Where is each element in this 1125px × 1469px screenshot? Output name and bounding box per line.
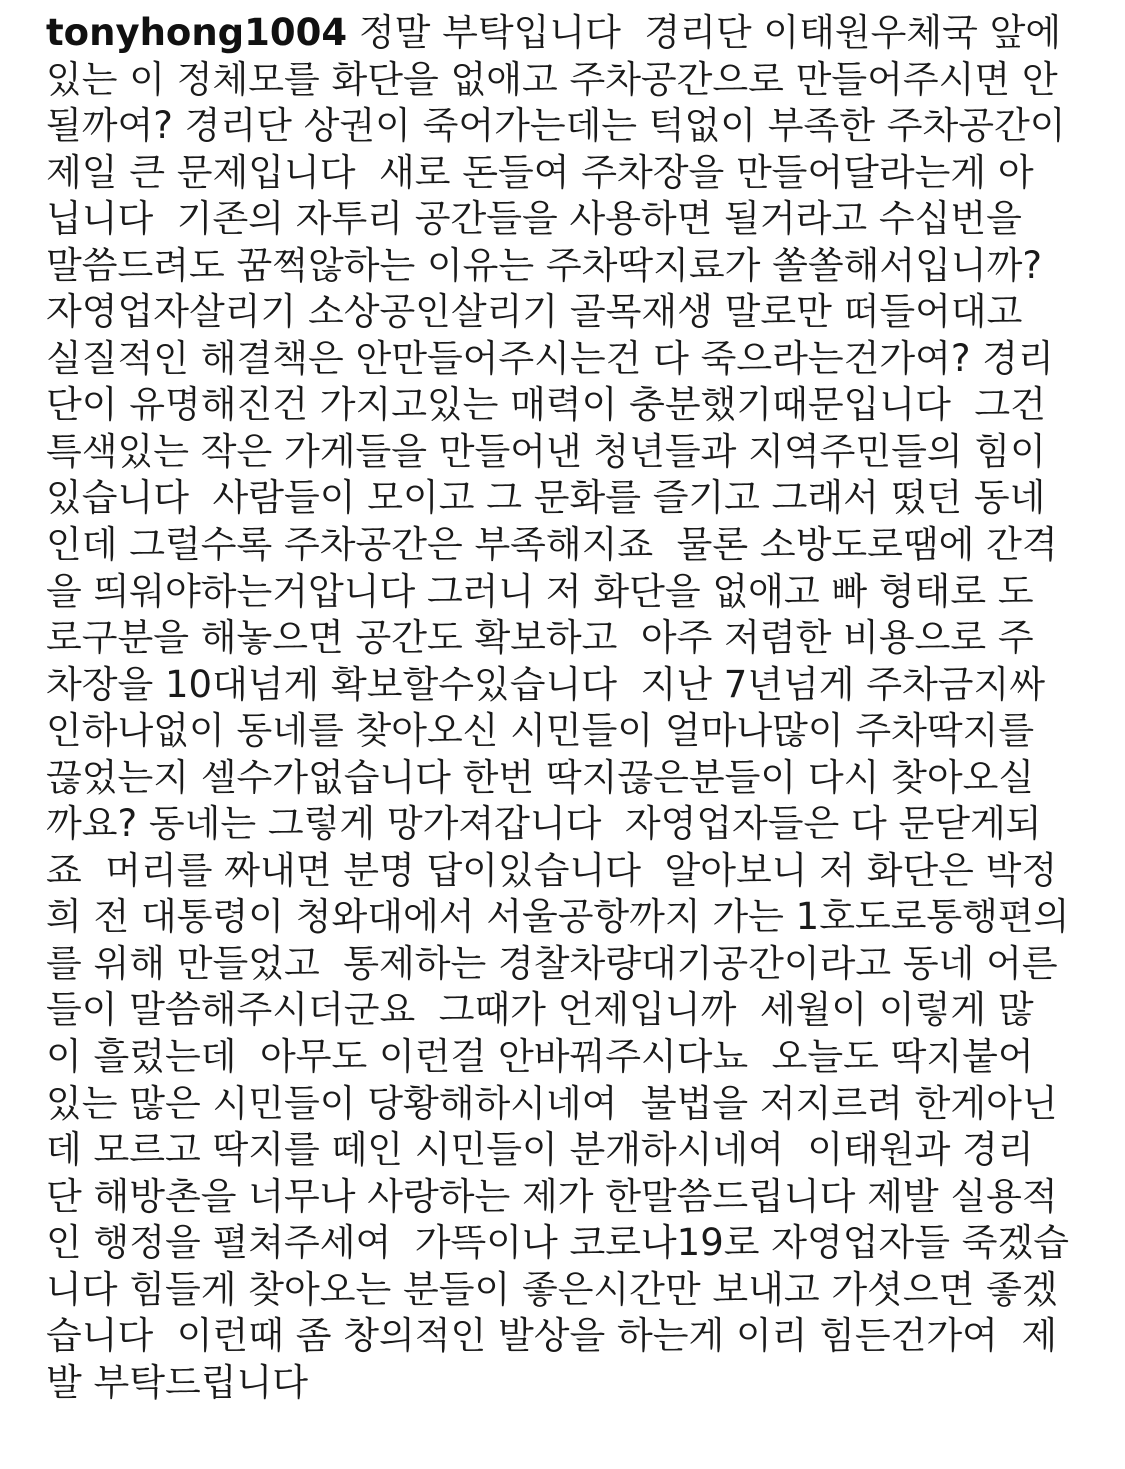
caption-line: 차장을 10대넘게 확보할수있습니다 지난 7년넘게 주차금지싸: [46, 662, 1045, 706]
caption-line: 인하나없이 동네를 찾아오신 시민들이 얼마나많이 주차딱지를: [46, 709, 1035, 753]
caption-line: 를 위해 만들었고 통제하는 경찰차량대기공간이라고 동네 어른: [46, 941, 1058, 985]
caption-line: 될까여? 경리단 상권이 죽어가는데는 턱없이 부족한 주차공간이: [46, 104, 1066, 148]
caption-line: 단 해방촌을 너무나 사랑하는 제가 한말씀드립니다 제발 실용적: [46, 1174, 1058, 1218]
caption-first-line: [46, 10, 1106, 57]
caption-line: 실질적인 해결책은 안만들어주시는건 다 죽으라는건가여? 경리: [46, 336, 1054, 380]
caption-line: 인 행정을 펼쳐주세여 가뜩이나 코로나19로 자영업자들 죽겠습: [46, 1221, 1069, 1265]
post-caption: [46, 10, 1106, 1406]
caption-line: 들이 말씀해주시더군요 그때가 언제입니까 세월이 이렇게 많: [46, 988, 1034, 1032]
caption-line: 말씀드려도 꿈쩍않하는 이유는 주차딱지료가 쏠쏠해서입니까?: [46, 243, 1042, 287]
caption-line: 로구분을 해놓으면 공간도 확보하고 아주 저렴한 비용으로 주: [46, 616, 1034, 660]
caption-line: 습니다 이런때 좀 창의적인 발상을 하는게 이리 힘든건가여 제: [46, 1314, 1058, 1358]
caption-line: 인데 그럴수록 주차공간은 부족해지죠 물론 소방도로땜에 간격: [46, 523, 1058, 567]
caption-line: 발 부탁드립니다: [46, 1360, 308, 1404]
caption-line: 죠 머리를 짜내면 분명 답이있습니다 알아보니 저 화단은 박정: [46, 848, 1058, 892]
caption-line: 끊었는지 셀수가없습니다 한번 딱지끊은분들이 다시 찾아오실: [46, 755, 1035, 799]
caption-line: 있는 이 정체모를 화단을 없애고 주차공간으로 만들어주시면 안: [46, 57, 1058, 101]
caption-line: 있는 많은 시민들이 당황해하시네여 불법을 저지르려 한게아닌: [46, 1081, 1058, 1125]
username-link[interactable]: tonyhong1004: [46, 11, 348, 54]
caption-line: 특색있는 작은 가게들을 만들어낸 청년들과 지역주민들의 힘이: [46, 429, 1046, 473]
caption-text: 정말 부탁입니다 경리단 이태원우체국 앞에: [347, 11, 1062, 54]
caption-line: 있습니다 사람들이 모이고 그 문화를 즐기고 그래서 떴던 동네: [46, 476, 1046, 520]
caption-line: 희 전 대통령이 청와대에서 서울공항까지 가는 1호도로통행편의: [46, 895, 1070, 939]
caption-line: 데 모르고 딱지를 떼인 시민들이 분개하시네여 이태원과 경리: [46, 1128, 1034, 1172]
caption-line: 까요? 동네는 그렇게 망가져갑니다 자영업자들은 다 문닫게되: [46, 802, 1042, 846]
caption-line: 이 흘렀는데 아무도 이런걸 안바꿔주시다뇨 오늘도 딱지붙어: [46, 1035, 1034, 1079]
caption-line: 제일 큰 문제입니다 새로 돈들여 주차장을 만들어달라는게 아: [46, 150, 1034, 194]
caption-line: 니다 힘들게 찾아오는 분들이 좋은시간만 보내고 가셧으면 좋겠: [46, 1267, 1058, 1311]
caption-line: 을 띄워야하는거압니다 그러니 저 화단을 없애고 빠 형태로 도: [46, 569, 1034, 613]
caption-line: 단이 유명해진건 가지고있는 매력이 충분했기때문입니다 그건: [46, 383, 1046, 427]
caption-line: 자영업자살리기 소상공인살리기 골목재생 말로만 떠들어대고: [46, 290, 1023, 334]
caption-line: 닙니다 기존의 자투리 공간들을 사용하면 될거라고 수십번을: [46, 197, 1022, 241]
